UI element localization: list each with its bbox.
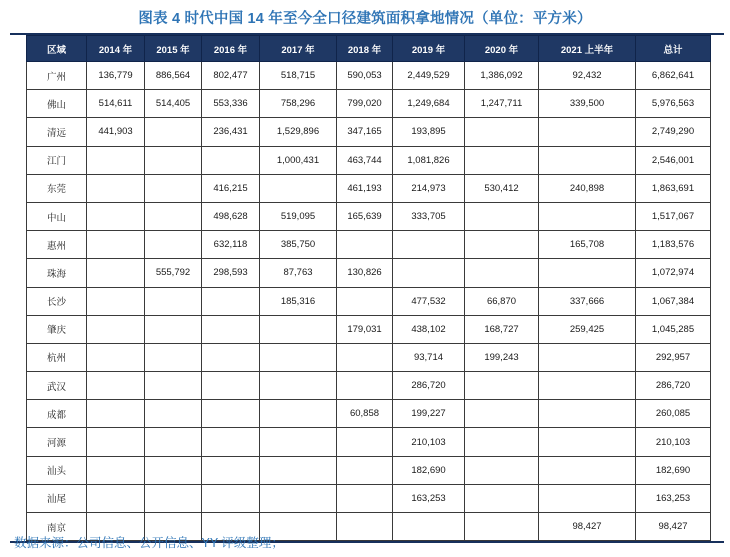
value-cell: 438,102 bbox=[393, 315, 465, 343]
table-row bbox=[27, 343, 711, 371]
value-cell: 298,593 bbox=[202, 259, 260, 287]
value-cell bbox=[87, 315, 145, 343]
value-cell bbox=[87, 343, 145, 371]
table-row bbox=[27, 90, 711, 118]
value-cell bbox=[260, 456, 337, 484]
value-cell: 347,165 bbox=[337, 118, 393, 146]
region-cell: 汕尾 bbox=[27, 484, 87, 512]
value-cell bbox=[202, 456, 260, 484]
value-cell: 185,316 bbox=[260, 287, 337, 315]
value-cell bbox=[465, 428, 539, 456]
value-cell bbox=[87, 400, 145, 428]
value-cell: 260,085 bbox=[636, 400, 711, 428]
table-body bbox=[27, 62, 711, 541]
value-cell: 802,477 bbox=[202, 62, 260, 90]
value-cell: 339,500 bbox=[539, 90, 636, 118]
value-cell bbox=[465, 146, 539, 174]
value-cell: 1,249,684 bbox=[393, 90, 465, 118]
value-cell: 66,870 bbox=[465, 287, 539, 315]
value-cell bbox=[87, 202, 145, 230]
value-cell: 286,720 bbox=[393, 372, 465, 400]
value-cell: 292,957 bbox=[636, 343, 711, 371]
value-cell bbox=[145, 456, 202, 484]
value-cell: 165,639 bbox=[337, 202, 393, 230]
value-cell: 165,708 bbox=[539, 231, 636, 259]
value-cell: 182,690 bbox=[636, 456, 711, 484]
value-cell bbox=[87, 231, 145, 259]
value-cell bbox=[465, 259, 539, 287]
value-cell: 514,405 bbox=[145, 90, 202, 118]
value-cell: 1,517,067 bbox=[636, 202, 711, 230]
table-row bbox=[27, 202, 711, 230]
value-cell bbox=[145, 231, 202, 259]
value-cell: 1,863,691 bbox=[636, 174, 711, 202]
column-header-8: 2021 上半年 bbox=[539, 36, 636, 62]
value-cell bbox=[202, 287, 260, 315]
value-cell bbox=[87, 146, 145, 174]
value-cell bbox=[465, 118, 539, 146]
value-cell: 179,031 bbox=[337, 315, 393, 343]
value-cell bbox=[202, 484, 260, 512]
region-cell: 成都 bbox=[27, 400, 87, 428]
value-cell: 199,243 bbox=[465, 343, 539, 371]
value-cell bbox=[145, 315, 202, 343]
value-cell bbox=[337, 343, 393, 371]
table-header bbox=[27, 36, 711, 62]
value-cell: 5,976,563 bbox=[636, 90, 711, 118]
value-cell bbox=[260, 484, 337, 512]
column-header-6: 2019 年 bbox=[393, 36, 465, 62]
region-cell: 杭州 bbox=[27, 343, 87, 371]
value-cell bbox=[260, 315, 337, 343]
value-cell: 886,564 bbox=[145, 62, 202, 90]
table-row bbox=[27, 287, 711, 315]
value-cell: 1,072,974 bbox=[636, 259, 711, 287]
value-cell: 92,432 bbox=[539, 62, 636, 90]
value-cell bbox=[337, 287, 393, 315]
value-cell: 240,898 bbox=[539, 174, 636, 202]
header-row bbox=[27, 36, 711, 62]
column-header-5: 2018 年 bbox=[337, 36, 393, 62]
table-row bbox=[27, 259, 711, 287]
value-cell bbox=[465, 513, 539, 541]
value-cell: 1,081,826 bbox=[393, 146, 465, 174]
value-cell bbox=[337, 231, 393, 259]
value-cell: 2,546,001 bbox=[636, 146, 711, 174]
value-cell: 199,227 bbox=[393, 400, 465, 428]
value-cell bbox=[202, 400, 260, 428]
table-row bbox=[27, 62, 711, 90]
value-cell bbox=[260, 174, 337, 202]
value-cell bbox=[539, 202, 636, 230]
value-cell: 136,779 bbox=[87, 62, 145, 90]
value-cell: 1,000,431 bbox=[260, 146, 337, 174]
table-row bbox=[27, 315, 711, 343]
value-cell: 98,427 bbox=[539, 513, 636, 541]
value-cell bbox=[465, 400, 539, 428]
value-cell: 259,425 bbox=[539, 315, 636, 343]
table-row bbox=[27, 118, 711, 146]
figure-title: 图表 4 时代中国 14 年至今全口径建筑面积拿地情况（单位：平方米） bbox=[138, 11, 592, 27]
column-header-2: 2015 年 bbox=[145, 36, 202, 62]
value-cell bbox=[145, 428, 202, 456]
value-cell bbox=[145, 118, 202, 146]
value-cell: 210,103 bbox=[393, 428, 465, 456]
value-cell: 553,336 bbox=[202, 90, 260, 118]
value-cell: 286,720 bbox=[636, 372, 711, 400]
landbank-table bbox=[26, 35, 711, 541]
value-cell bbox=[465, 372, 539, 400]
value-cell: 519,095 bbox=[260, 202, 337, 230]
region-cell: 广州 bbox=[27, 62, 87, 90]
value-cell: 758,296 bbox=[260, 90, 337, 118]
value-cell bbox=[337, 428, 393, 456]
value-cell: 337,666 bbox=[539, 287, 636, 315]
region-cell: 清远 bbox=[27, 118, 87, 146]
value-cell: 236,431 bbox=[202, 118, 260, 146]
value-cell bbox=[393, 231, 465, 259]
value-cell bbox=[202, 343, 260, 371]
region-cell: 长沙 bbox=[27, 287, 87, 315]
value-cell: 530,412 bbox=[465, 174, 539, 202]
region-cell: 南京 bbox=[27, 513, 87, 541]
value-cell: 210,103 bbox=[636, 428, 711, 456]
table-row bbox=[27, 146, 711, 174]
value-cell: 1,045,285 bbox=[636, 315, 711, 343]
value-cell: 1,183,576 bbox=[636, 231, 711, 259]
column-header-1: 2014 年 bbox=[87, 36, 145, 62]
value-cell bbox=[202, 372, 260, 400]
value-cell bbox=[539, 343, 636, 371]
value-cell: 333,705 bbox=[393, 202, 465, 230]
column-header-4: 2017 年 bbox=[260, 36, 337, 62]
value-cell: 60,858 bbox=[337, 400, 393, 428]
value-cell bbox=[145, 202, 202, 230]
value-cell bbox=[145, 287, 202, 315]
table-row bbox=[27, 400, 711, 428]
value-cell bbox=[87, 259, 145, 287]
value-cell bbox=[145, 484, 202, 512]
value-cell bbox=[145, 146, 202, 174]
region-cell: 东莞 bbox=[27, 174, 87, 202]
value-cell bbox=[539, 428, 636, 456]
value-cell bbox=[87, 174, 145, 202]
value-cell: 130,826 bbox=[337, 259, 393, 287]
value-cell: 93,714 bbox=[393, 343, 465, 371]
data-source-note: 数据来源：公司信息、公开信息、YY 评级整理； bbox=[14, 536, 284, 550]
value-cell: 514,611 bbox=[87, 90, 145, 118]
region-cell: 武汉 bbox=[27, 372, 87, 400]
value-cell bbox=[539, 259, 636, 287]
value-cell bbox=[260, 343, 337, 371]
value-cell bbox=[539, 456, 636, 484]
value-cell: 163,253 bbox=[393, 484, 465, 512]
landbank-table-wrap bbox=[10, 33, 724, 543]
value-cell bbox=[145, 174, 202, 202]
value-cell: 461,193 bbox=[337, 174, 393, 202]
column-header-3: 2016 年 bbox=[202, 36, 260, 62]
value-cell: 416,215 bbox=[202, 174, 260, 202]
value-cell bbox=[539, 118, 636, 146]
value-cell bbox=[539, 484, 636, 512]
value-cell: 590,053 bbox=[337, 62, 393, 90]
value-cell bbox=[260, 428, 337, 456]
region-cell: 中山 bbox=[27, 202, 87, 230]
region-cell: 汕头 bbox=[27, 456, 87, 484]
value-cell bbox=[202, 315, 260, 343]
value-cell bbox=[393, 259, 465, 287]
value-cell bbox=[337, 372, 393, 400]
value-cell: 6,862,641 bbox=[636, 62, 711, 90]
value-cell: 2,449,529 bbox=[393, 62, 465, 90]
value-cell bbox=[260, 400, 337, 428]
table-row bbox=[27, 456, 711, 484]
value-cell bbox=[87, 372, 145, 400]
value-cell bbox=[539, 372, 636, 400]
value-cell bbox=[202, 146, 260, 174]
value-cell: 518,715 bbox=[260, 62, 337, 90]
value-cell bbox=[539, 400, 636, 428]
value-cell bbox=[337, 456, 393, 484]
value-cell: 163,253 bbox=[636, 484, 711, 512]
table-row bbox=[27, 428, 711, 456]
value-cell bbox=[87, 484, 145, 512]
value-cell: 498,628 bbox=[202, 202, 260, 230]
value-cell bbox=[260, 372, 337, 400]
value-cell bbox=[337, 513, 393, 541]
table-row bbox=[27, 484, 711, 512]
value-cell: 441,903 bbox=[87, 118, 145, 146]
value-cell bbox=[465, 231, 539, 259]
value-cell bbox=[337, 484, 393, 512]
value-cell: 555,792 bbox=[145, 259, 202, 287]
region-cell: 佛山 bbox=[27, 90, 87, 118]
value-cell: 87,763 bbox=[260, 259, 337, 287]
value-cell: 2,749,290 bbox=[636, 118, 711, 146]
value-cell bbox=[145, 372, 202, 400]
value-cell bbox=[145, 400, 202, 428]
column-header-9: 总计 bbox=[636, 36, 711, 62]
table-row bbox=[27, 372, 711, 400]
table-row bbox=[27, 174, 711, 202]
value-cell: 477,532 bbox=[393, 287, 465, 315]
value-cell bbox=[87, 428, 145, 456]
value-cell bbox=[87, 456, 145, 484]
column-header-0: 区域 bbox=[27, 36, 87, 62]
region-cell: 江门 bbox=[27, 146, 87, 174]
region-cell: 惠州 bbox=[27, 231, 87, 259]
value-cell: 385,750 bbox=[260, 231, 337, 259]
value-cell: 98,427 bbox=[636, 513, 711, 541]
value-cell bbox=[393, 513, 465, 541]
table-row bbox=[27, 231, 711, 259]
value-cell: 1,067,384 bbox=[636, 287, 711, 315]
value-cell: 799,020 bbox=[337, 90, 393, 118]
value-cell bbox=[87, 287, 145, 315]
value-cell: 1,247,711 bbox=[465, 90, 539, 118]
value-cell: 182,690 bbox=[393, 456, 465, 484]
value-cell: 1,386,092 bbox=[465, 62, 539, 90]
region-cell: 珠海 bbox=[27, 259, 87, 287]
region-cell: 肇庆 bbox=[27, 315, 87, 343]
value-cell: 193,895 bbox=[393, 118, 465, 146]
value-cell bbox=[202, 428, 260, 456]
value-cell bbox=[145, 343, 202, 371]
value-cell bbox=[465, 456, 539, 484]
value-cell bbox=[465, 202, 539, 230]
region-cell: 河源 bbox=[27, 428, 87, 456]
value-cell: 1,529,896 bbox=[260, 118, 337, 146]
value-cell: 168,727 bbox=[465, 315, 539, 343]
column-header-7: 2020 年 bbox=[465, 36, 539, 62]
value-cell: 463,744 bbox=[337, 146, 393, 174]
value-cell: 632,118 bbox=[202, 231, 260, 259]
value-cell: 214,973 bbox=[393, 174, 465, 202]
value-cell bbox=[465, 484, 539, 512]
value-cell bbox=[539, 146, 636, 174]
